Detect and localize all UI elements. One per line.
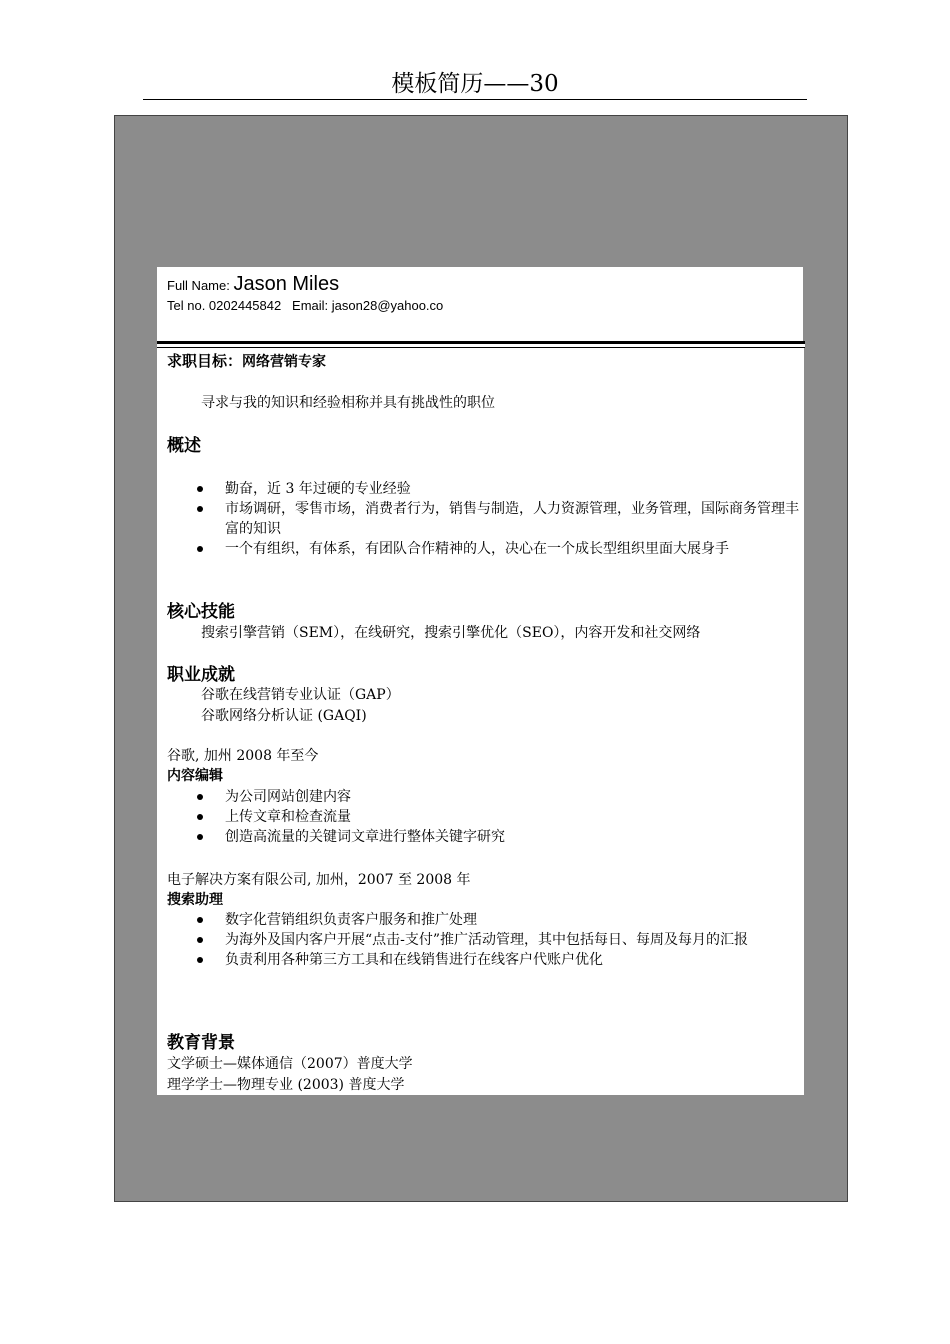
job-duties-list (157, 787, 802, 847)
skills-heading: 核心技能 (167, 602, 235, 622)
bullet-icon (197, 814, 203, 820)
bullet-icon (197, 506, 203, 512)
list-item: 上传文章和检查流量 (157, 807, 802, 827)
achievement-item: 谷歌网络分析认证 (GAQI) (201, 708, 367, 724)
list-item: 市场调研，零售市场，消费者行为，销售与制造，人力资源管理，业务管理，国际商务管理丰富的知识 (157, 499, 802, 539)
list-item: 负责利用各种第三方工具和在线销售进行在线客户代账户优化 (157, 950, 802, 970)
bullet-icon (197, 486, 203, 492)
objective-label: 求职目标： (167, 352, 243, 370)
job-company: 谷歌, 加州 2008 年至今 (167, 748, 319, 764)
bullet-icon (197, 834, 203, 840)
objective-text: 寻求与我的知识和经验相称并具有挑战性的职位 (201, 395, 495, 411)
education-item: 理学学士—物理专业 (2003) 普度大学 (167, 1077, 405, 1093)
resume-header (157, 267, 803, 341)
list-item: 数字化营销组织负责客户服务和推广处理 (157, 910, 802, 930)
name-line (167, 270, 339, 300)
document-title: 模板简历——30 (391, 71, 559, 97)
job-title: 搜索助理 (167, 892, 223, 908)
title-underline (143, 99, 807, 100)
overview-heading: 概述 (167, 436, 201, 456)
bullet-icon (197, 917, 203, 923)
bullet-icon (197, 957, 203, 963)
education-item: 文学硕士—媒体通信（2007）普度大学 (167, 1056, 413, 1072)
name-label: Full Name: (167, 278, 234, 293)
bullet-icon (197, 937, 203, 943)
resume-body (157, 348, 804, 1095)
list-item: 创造高流量的关键词文章进行整体关键字研究 (157, 827, 802, 847)
bullet-icon (197, 546, 203, 552)
list-item: 一个有组织，有体系，有团队合作精神的人，决心在一个成长型组织里面大展身手 (157, 539, 802, 559)
job-title: 内容编辑 (167, 768, 223, 784)
job-company: 电子解决方案有限公司, 加州，2007 至 2008 年 (167, 872, 471, 888)
objective-heading (167, 351, 326, 372)
list-item: 为公司网站创建内容 (157, 787, 802, 807)
skills-text: 搜索引擎营销（SEM），在线研究，搜索引擎优化（SEO），内容开发和社交网络 (201, 625, 701, 641)
bullet-icon (197, 794, 203, 800)
objective-position: 网络营销专家 (242, 354, 327, 370)
list-item: 勤奋，近 3 年过硬的专业经验 (157, 479, 802, 499)
job-duties-list (157, 910, 802, 970)
header-divider (157, 341, 805, 348)
full-name: Jason Miles (233, 273, 340, 295)
education-heading: 教育背景 (167, 1033, 235, 1053)
contact-info: Tel no. 0202445842 Email: jason28@yahoo.co (167, 298, 444, 313)
achievements-heading: 职业成就 (167, 665, 235, 685)
list-item: 为海外及国内客户开展“点击-支付”推广活动管理，其中包括每日、每周及每月的汇报 (157, 930, 802, 950)
achievement-item: 谷歌在线营销专业认证（GAP） (201, 687, 400, 703)
overview-list (157, 479, 802, 559)
